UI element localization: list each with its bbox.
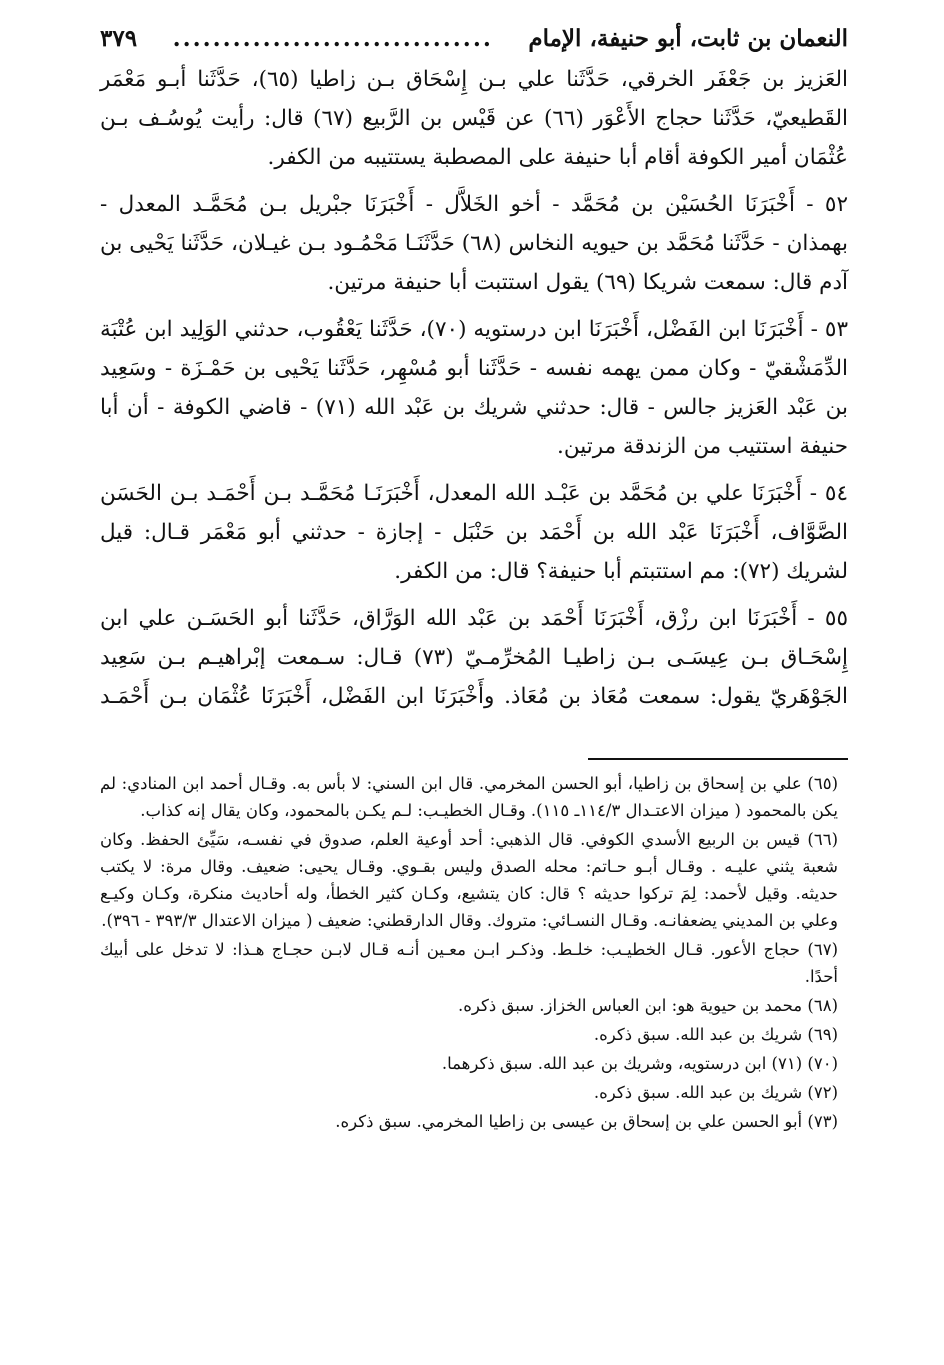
- footnotes: [100, 770, 848, 1135]
- paragraph-55: ٥٥ - أَخْبَرَنَا ابن رزْق، أَخْبَرَنَا أَحْمَد بن عَبْد الله الوَرَّاق، حَدَّثَنا أبو الحَسَـن علي ابن إِسْحَـاق بـن عِيسَـى بـن زاطيـا المُخرِّمـيّ (٧٣) قـال: سـمعت إبْراهيـم بـن سَعِيد الجَوْهَريّ يقول: سمعت مُعَاذ بن مُعَاذ. وأَخْبَرَنَا ابن الفَضْل، أَخْبَرَنَا عُثْمَان بـن أَحْمَـد: [100, 606, 848, 709]
- page: [100, 22, 848, 1137]
- main-text: [100, 60, 848, 716]
- page-number: ٣٧٩: [100, 25, 138, 52]
- footnote-73: (٧٣) أبو الحسن علي بن إسحاق بن عيسى بن زاطيا المخرمي. سبق ذكره.: [335, 1112, 838, 1131]
- footnote-66: (٦٦) قيس بن الربيع الأسدي الكوفي. قال الذهبي: أحد أوعية العلم، صدوق في نفسـه، سَيِّئ الحفظ. وكان شعبة يثني عليـه . وقـال أبـو حـاتم: محله الصدق وليس بقـوي. وقـال يحيى: ضعيف. وقال مرة: لا يكتب حديثه. وقيل لأحمد: لِمَ تركوا حديثه ؟ قال: كان يتشيع، وكـان كثير الخطأ، وله أحاديث منكرة، وكـان وكيـع وعلي بن المديني يضعفانـه. وقـال النسـائي: متروك. وقال الدارقطني: ضعيف ( ميزان الاعتدال ٣٩٣/٣ - ٣٩٦).: [100, 830, 838, 930]
- footnote-separator: [588, 758, 848, 760]
- footnote-69: (٦٩) شريك بن عبد الله. سبق ذكره.: [593, 1025, 838, 1044]
- footnote-65: (٦٥) علي بن إسحاق بن زاطيا، أبو الحسن المخرمي. قال ابن السني: لا بأس به. وقـال أحمد ابن المنادي: لم يكن بالمحمود ( ميزان الاعتـدال ١١٤/٣ـ ١١٥). وقـال الخطيـب: لـم يكـن بالمحمود، وكان يقال إنه كذاب.: [100, 774, 838, 820]
- footnote-68: (٦٨) محمد بن حيوية هو: ابن العباس الخزاز. سبق ذكره.: [458, 996, 838, 1015]
- paragraph-54: ٥٤ - أَخْبَرَنَا علي بن مُحَمَّد بن عَبْـد الله المعدل، أَخْبَرَنَـا مُحَمَّـد بـن أَحْمَـد بـن الحَسَن الصَّوَّاف، أَخْبَرَنَا عَبْد الله بن أَحْمَد بن حَنْبَل - إجازة - حدثني أبو مَعْمَر قـال: قيل لشريك (٧٢): مم استتبتم أبا حنيفة؟ قال: من الكفر.: [100, 481, 848, 584]
- paragraph-52: ٥٢ - أَخْبَرَنَا الحُسَيْن بن مُحَمَّد - أخو الخَلاَّل - أَخْبَرَنَا جبْريل بـن مُحَمَّـد المعدل - بهمذان - حَدَّثَنا مُحَمَّد بن حيويه النخاس (٦٨) حَدَّثَنَـا مَحْمُـود بـن غيـلان، حَدَّثَنا يَحْيى بن آدم قال: سمعت شريكا (٦٩) يقول استتبت أبا حنيفة مرتين.: [100, 192, 848, 295]
- header-dot-leader: ................................: [172, 25, 493, 52]
- paragraph-53: ٥٣ - أَخْبَرَنَا ابن الفَضْل، أَخْبَرَنَا ابن درستويه (٧٠)، حَدَّثَنا يَعْقُوب، حدثني الوَلِيد ابن عُتْبَة الدِّمَشْقيّ - وكان ممن يهمه نفسه - حَدَّثَنا أبو مُسْهِر، حَدَّثَنا يَحْيى بن حَمْـزَة - وسَعِيد بن عَبْد العَزيز جالس - قال: حدثني شريك بن عَبْد الله (٧١) - قاضي الكوفة - أن أبا حنيفة استتيب من الزندقة مرتين.: [100, 317, 849, 459]
- paragraph-intro: العَزيز بن جَعْفَر الخرقي، حَدَّثَنا علي بـن إِسْحَاق بـن زاطيا (٦٥)، حَدَّثَنا أبـو مَعْمَر القَطيعيّ، حَدَّثَنا حجاج الأَعْوَر (٦٦) عن قَيْس بن الرَّبيع (٦٧) قال: رأيت يُوسُـف بـن عُثْمَان أمير الكوفة أقام أبا حنيفة على المصطبة يستتيبه من الكفر.: [100, 67, 848, 170]
- footnote-72: (٧٢) شريك بن عبد الله. سبق ذكره.: [593, 1083, 838, 1102]
- running-header: [100, 22, 848, 56]
- footnote-67: (٦٧) حجاج الأعور. قـال الخطيـب: خلـط. وذكـر ابـن معـين أنـه قـال لابـن حجـاج هـذا: لا تدخل على أبيك أحدًا.: [100, 940, 838, 986]
- running-title: النعمان بن ثابت، أبو حنيفة، الإمام: [528, 25, 848, 52]
- footnote-70-71: (٧٠) (٧١) ابن درستويه، وشريك بن عبد الله. سبق ذكرهما.: [441, 1054, 838, 1073]
